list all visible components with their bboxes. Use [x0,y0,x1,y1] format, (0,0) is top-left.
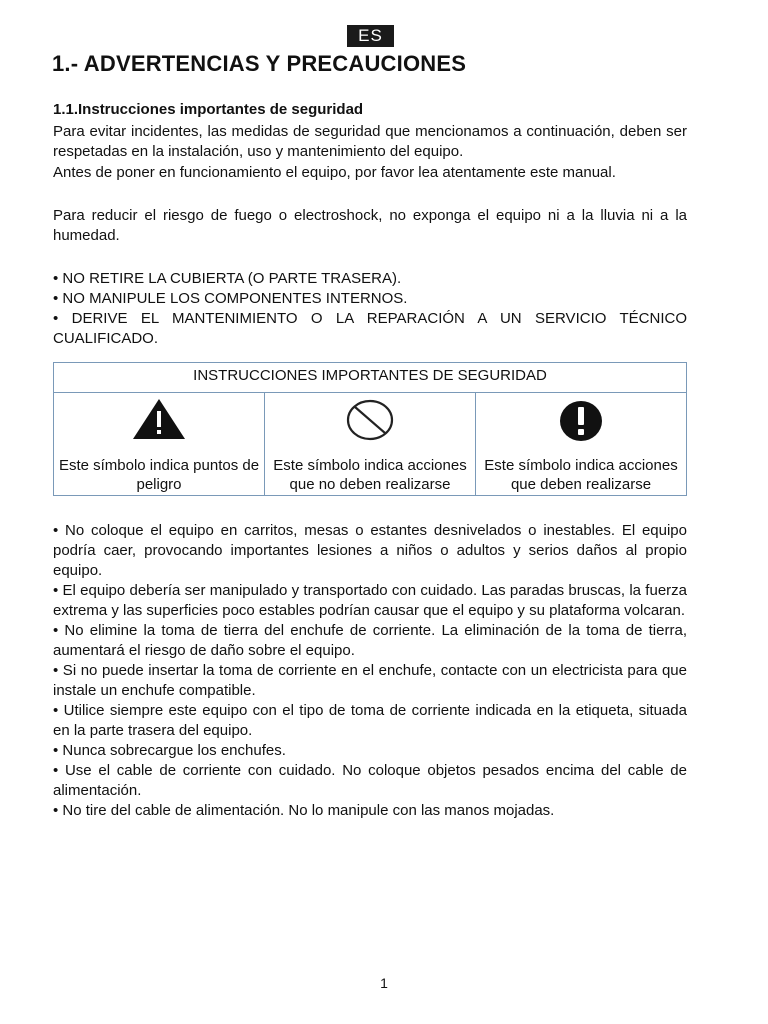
list-item: • No coloque el equipo en carritos, mesas o estantes desnivelados o inestables. El equipo podría caer, provocando importantes lesiones a niños o adultos y serios daños al propio equipo. [53,522,687,579]
warning-triangle-icon [131,397,187,446]
section-heading: 1.1.Instrucciones importantes de seguridad [53,101,364,118]
page-number: 1 [380,975,388,991]
list-item: • No elimine la toma de tierra del enchufe de corriente. La eliminación de la toma de tierra, aumentará el riesgo de daño sobre el equipo. [53,622,687,659]
warning-list [53,269,687,349]
language-badge: ES [347,25,394,47]
safety-symbols-table [53,362,687,496]
table-cell-text: Este símbolo indica acciones que deben realizarse [484,457,678,493]
intro-paragraph: Para evitar incidentes, las medidas de seguridad que mencionamos a continuación, deben ser respetadas en la instalación, uso y mantenimiento del equipo. [53,123,687,160]
intro-paragraph: Antes de poner en funcionamiento el equipo, por favor lea atentamente este manual. [53,164,616,181]
table-cell-prohibited [264,393,475,496]
table-cell-text: Este símbolo indica puntos de peligro [58,457,260,493]
table-cell-text: Este símbolo indica acciones que no deben realizarse [273,457,467,493]
prohibited-icon [346,399,394,446]
list-item: • No tire del cable de alimentación. No lo manipule con las manos mojadas. [53,802,555,819]
intro-paragraph: Para reducir el riesgo de fuego o electroshock, no exponga el equipo ni a la lluvia ni a la humedad. [53,207,687,244]
table-header: INSTRUCCIONES IMPORTANTES DE SEGURIDAD [54,363,686,393]
page-title: 1.- ADVERTENCIAS Y PRECAUCIONES [52,51,467,76]
list-item: • Use el cable de corriente con cuidado. No coloque objetos pesados encima del cable de alimentación. [53,762,687,799]
exclamation-circle-icon [558,399,604,448]
table-cell-mandatory [475,393,686,496]
list-item: • Nunca sobrecargue los enchufes. [53,742,286,759]
table-cell-danger [54,393,264,496]
list-item: • Si no puede insertar la toma de corriente en el enchufe, contacte con un electricista para que instale un enchufe compatible. [53,662,687,699]
list-item: • Utilice siempre este equipo con el tipo de toma de corriente indicada en la etiqueta, situada en la parte trasera del equipo. [53,702,687,739]
warning-item: • DERIVE EL MANTENIMIENTO O LA REPARACIÓN A UN SERVICIO TÉCNICO CUALIFICADO. [53,310,687,347]
list-item: • El equipo debería ser manipulado y transportado con cuidado. Las paradas bruscas, la fuerza extrema y las superficies poco estables podrían causar que el equipo y su plataforma volcaran. [53,582,687,619]
precautions-list [53,521,687,821]
warning-item: • NO RETIRE LA CUBIERTA (O PARTE TRASERA). [53,270,402,287]
warning-item: • NO MANIPULE LOS COMPONENTES INTERNOS. [53,290,408,307]
table-row [54,393,686,496]
